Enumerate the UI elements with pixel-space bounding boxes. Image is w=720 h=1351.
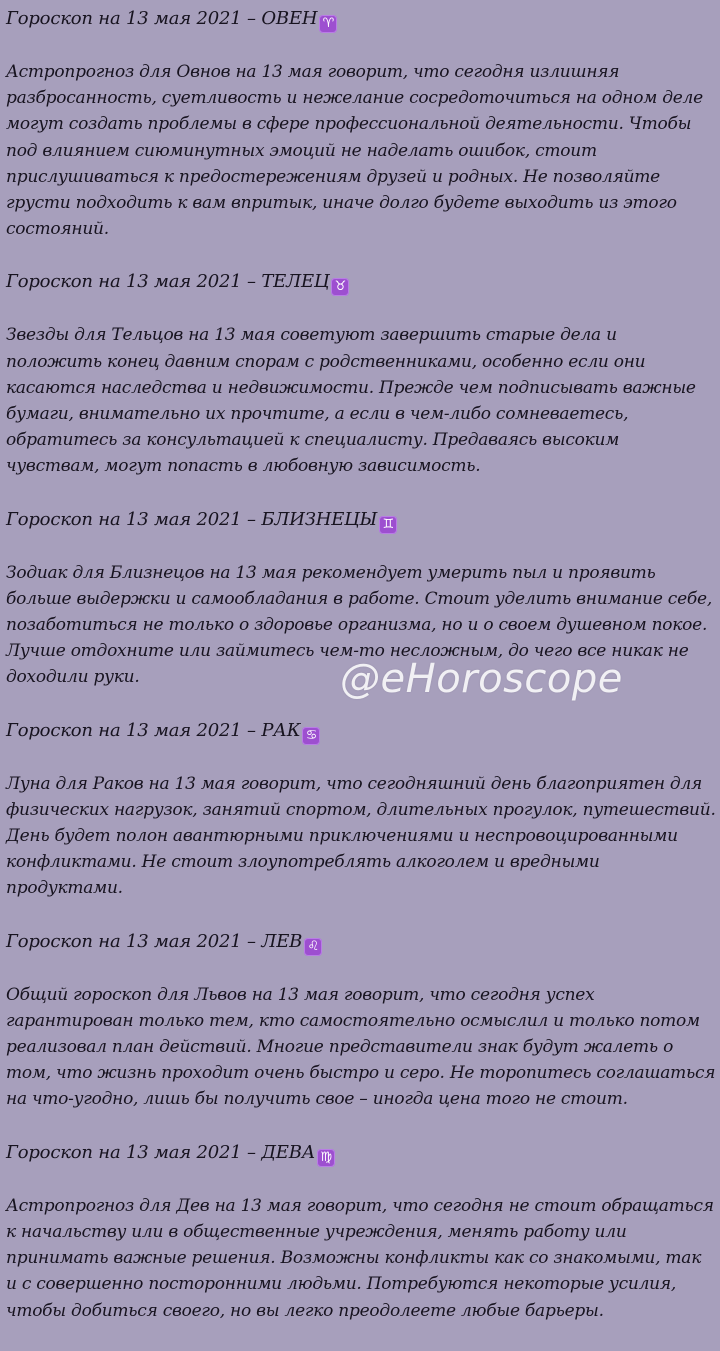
section-text: Зодиак для Близнецов на 13 мая рекомендует умерить пыл и проявить больше выдержки и самообладания в работе. Стоит уделить внимание себе, позаботиться не только о здоровье организма, но и о своем душевном покое. Лучше отдохните или займитесь чем-то несложным, до чего все никак не доходили руки. — [6, 562, 712, 688]
horoscope-section-leo — [6, 929, 716, 1113]
section-text: Общий гороскоп для Львов на 13 мая говорит, что сегодня успех гарантирован только тем, кто самостоятельно осмыслил и только потом реализовал план действий. Многие представители знак будут жалеть о том, что жизнь проходит очень быстро и серо. Не торопитесь соглашаться на что-угодно, лишь бы получить свое – иногда цена того не стоит. — [6, 984, 716, 1110]
section-heading — [6, 718, 716, 744]
virgo-icon: ♍ — [317, 1149, 335, 1167]
horoscope-section-aries — [6, 6, 716, 242]
horoscope-section-taurus — [6, 269, 716, 479]
section-heading-text: Гороскоп на 13 мая 2021 – ЛЕВ — [6, 930, 303, 952]
section-heading-text: Гороскоп на 13 мая 2021 – ДЕВА — [6, 1141, 316, 1163]
section-heading-text: Гороскоп на 13 мая 2021 – РАК — [6, 719, 301, 741]
section-heading — [6, 269, 716, 295]
taurus-icon: ♉ — [331, 278, 349, 296]
section-text: Астропрогноз для Овнов на 13 мая говорит, что сегодня излишняя разбросанность, суетливость и нежелание сосредоточиться на одном деле могут создать проблемы в сфере профессиональной деятельности. Чтобы под влиянием сиюминутных эмоций не наделать ошибок, стоит прислушиваться к предостережениям друзей и родных. Не позволяйте грусти подходить к вам впритык, иначе долго будете выходить из этого состояний. — [6, 62, 703, 240]
section-heading-text: Гороскоп на 13 мая 2021 – БЛИЗНЕЦЫ — [6, 508, 378, 530]
section-heading-text: Гороскоп на 13 мая 2021 – ТЕЛЕЦ — [6, 271, 330, 293]
section-heading-text: Гороскоп на 13 мая 2021 – ОВЕН — [6, 8, 318, 29]
leo-icon: ♌ — [304, 938, 322, 956]
section-text: Звезды для Тельцов на 13 мая советуют завершить старые дела и положить конец давним спорам с родственниками, особенно если они касаются наследства и недвижимости. Прежде чем подписывать важные бумаги, внимательно их прочтите, а если в чем-либо сомневаетесь, обратитесь за консультацией к специалисту. Предаваясь высоким чувствам, могут попасть в любовную зависимость. — [6, 325, 696, 477]
aries-icon: ♈ — [319, 15, 337, 33]
gemini-icon: ♊ — [379, 516, 397, 534]
horoscope-section-virgo — [6, 1140, 716, 1324]
section-heading — [6, 929, 716, 955]
cancer-icon: ♋ — [302, 727, 320, 745]
watermark: @eHoroscope — [340, 656, 623, 702]
section-text: Луна для Раков на 13 мая говорит, что сегодняшний день благоприятен для физических нагрузок, занятий спортом, длительных прогулок, путешествий. День будет полон авантюрными приключениями и неспровоцированными конфликтами. Не стоит злоупотреблять алкоголем и вредными продуктами. — [6, 773, 716, 899]
section-heading — [6, 6, 716, 32]
section-text: Астропрогноз для Дев на 13 мая говорит, что сегодня не стоит обращаться к начальству или в общественные учреждения, менять работу или принимать важные решения. Возможны конфликты как со знакомыми, так и с совершенно посторонними людьми. Потребуются некоторые усилия, чтобы добиться своего, но вы легко преодолеете любые барьеры. — [6, 1195, 714, 1321]
horoscope-section-cancer — [6, 718, 716, 902]
section-heading — [6, 507, 716, 533]
section-heading — [6, 1140, 716, 1166]
